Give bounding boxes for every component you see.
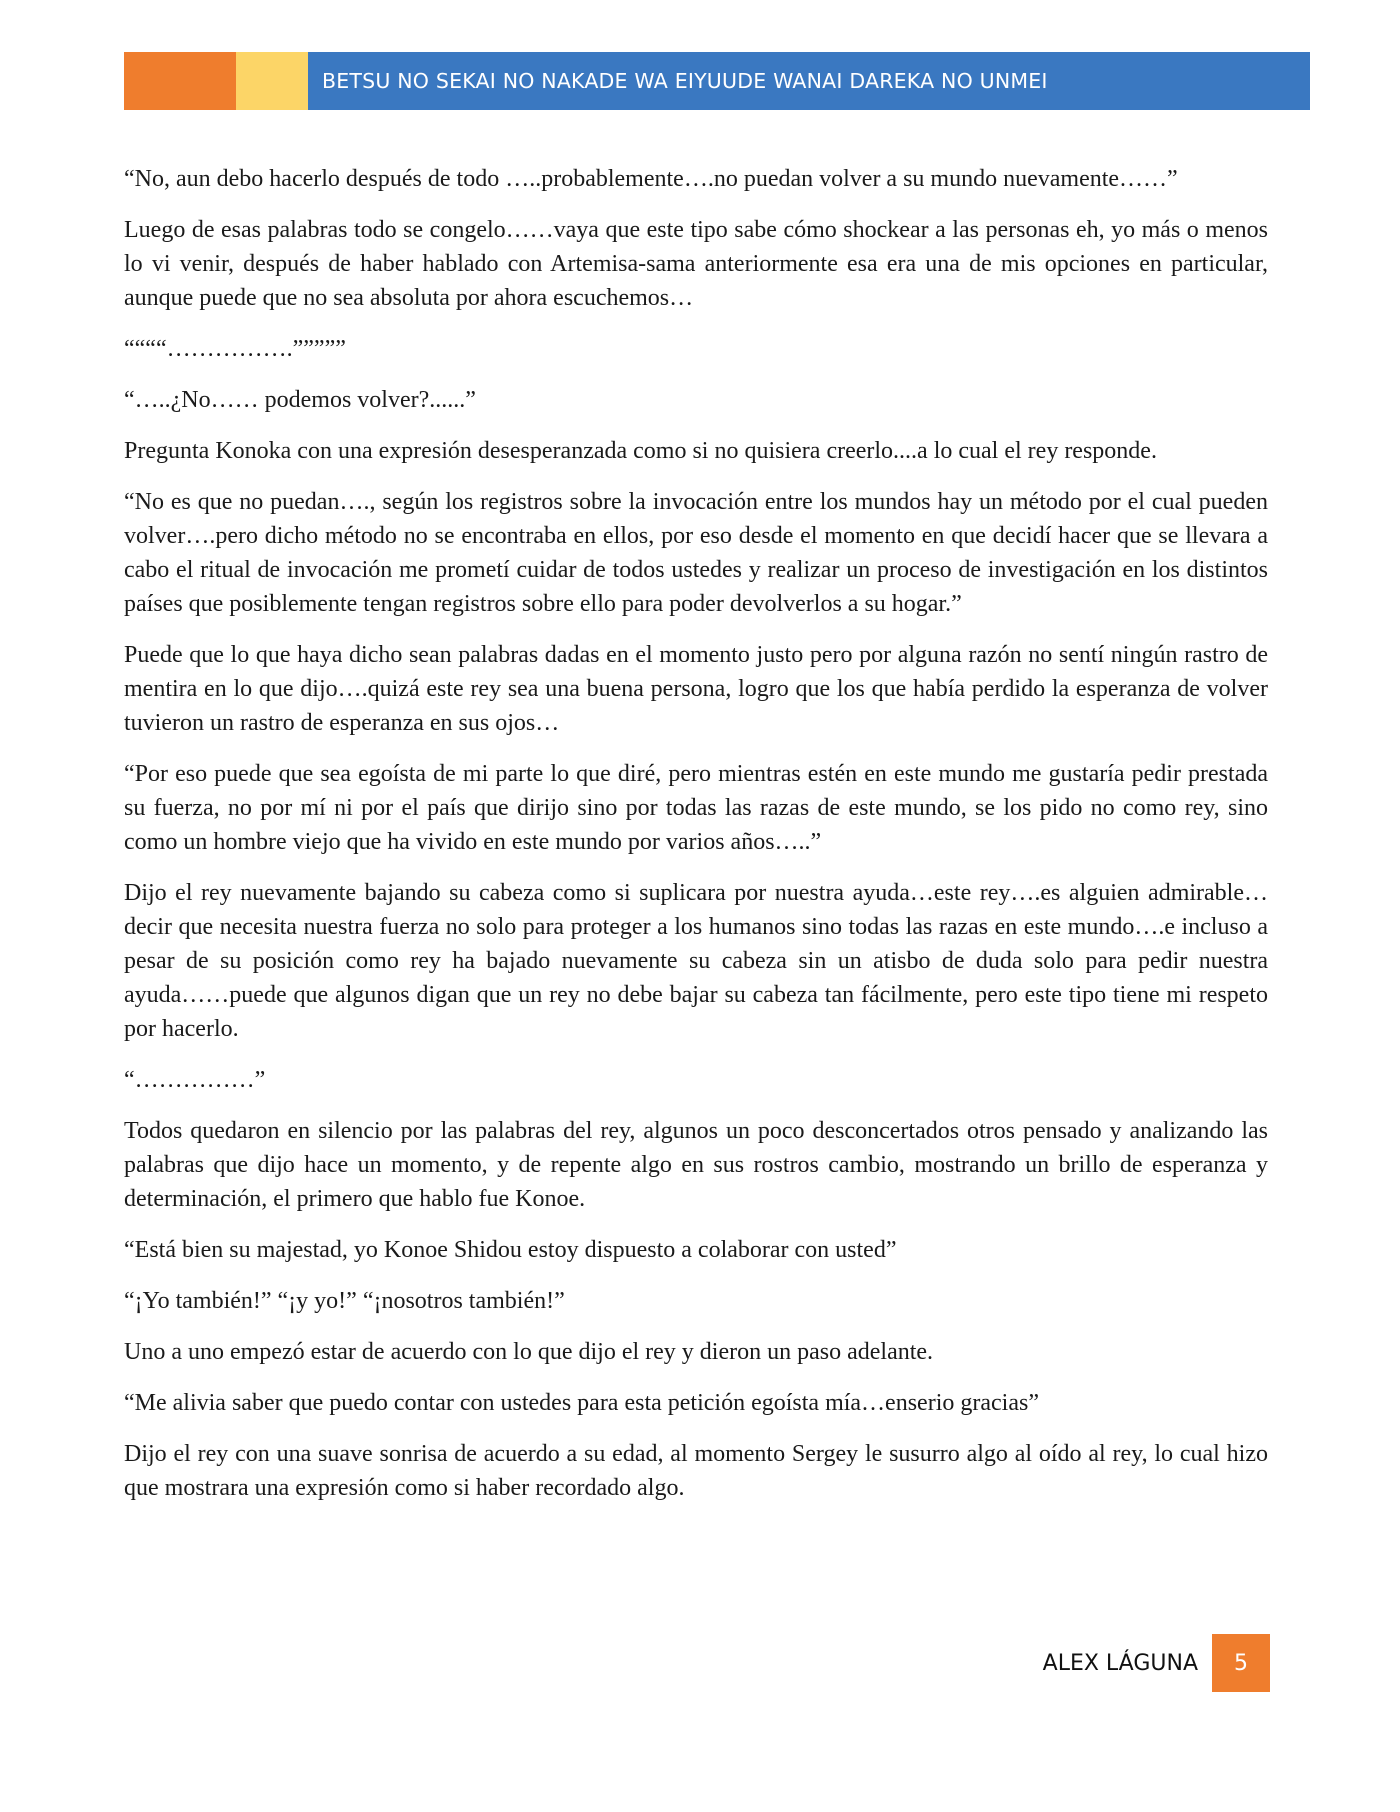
- paragraph: “Está bien su majestad, yo Konoe Shidou estoy dispuesto a colaborar con usted”: [124, 1237, 897, 1263]
- paragraph: Todos quedaron en silencio por las palabras del rey, algunos un poco desconcertados otros pensado y analizando las palabras que dijo hace un momento, y de repente algo en sus rostros cambio, mostrando un brillo de esperanza y determinación, el primero que hablo fue Konoe.: [124, 1118, 1268, 1212]
- header-title-bar: [308, 52, 1310, 110]
- paragraph: “No es que no puedan…., según los registros sobre la invocación entre los mundos hay un método por el cual pueden volver….pero dicho método no se encontraba en ellos, por eso desde el momento en que decidí hacer que se llevara a cabo el ritual de invocación me prometí cuidar de todos ustedes y realizar un proceso de investigación en los distintos países que posiblemente tengan registros sobre ello para poder devolverlos a su hogar.”: [124, 489, 1268, 617]
- paragraph: Luego de esas palabras todo se congelo……vaya que este tipo sabe cómo shockear a las personas eh, yo más o menos lo vi venir, después de haber hablado con Artemisa-sama anteriormente esa era una de mis opciones en particular, aunque puede que no sea absoluta por ahora escuchemos…: [124, 217, 1268, 311]
- paragraph: “Me alivia saber que puedo contar con ustedes para esta petición egoísta mía…enserio gracias”: [124, 1390, 1039, 1416]
- header-orange-block: [124, 52, 236, 110]
- paragraph: Pregunta Konoka con una expresión desesperanzada como si no quisiera creerlo....a lo cual el rey responde.: [124, 438, 1157, 464]
- paragraph: “Por eso puede que sea egoísta de mi parte lo que diré, pero mientras estén en este mundo me gustaría pedir prestada su fuerza, no por mí ni por el país que dirijo sino por todas las razas de este mundo, se los pido no como rey, sino como un hombre viejo que ha vivido en este mundo por varios años…..”: [124, 761, 1268, 855]
- paragraph: “¡Yo también!” “¡y yo!” “¡nosotros también!”: [124, 1288, 565, 1314]
- page-footer: [1040, 1634, 1270, 1692]
- header-yellow-block: [236, 52, 308, 110]
- paragraph: Uno a uno empezó estar de acuerdo con lo que dijo el rey y dieron un paso adelante.: [124, 1339, 934, 1365]
- paragraph: Dijo el rey nuevamente bajando su cabeza como si suplicara por nuestra ayuda…este rey….es alguien admirable…decir que necesita nuestra fuerza no solo para proteger a los humanos sino todas las razas en este mundo….e incluso a pesar de su posición como rey ha bajado nuevamente su cabeza sin un atisbo de duda solo para pedir nuestra ayuda……puede que algunos digan que un rey no debe bajar su cabeza tan fácilmente, pero este tipo tiene mi respeto por hacerlo.: [124, 880, 1268, 1042]
- document-body: [124, 162, 1268, 1522]
- paragraph: Puede que lo que haya dicho sean palabras dadas en el momento justo pero por alguna razón no sentí ningún rastro de mentira en lo que dijo….quizá este rey sea una buena persona, logro que los que había perdido la esperanza de volver tuvieron un rastro de esperanza en sus ojos…: [124, 642, 1268, 736]
- author-name: ALEX LÁGUNA: [1042, 1650, 1198, 1676]
- page-number: 5: [1234, 1650, 1248, 1676]
- paragraph: “……………”: [124, 1067, 266, 1093]
- paragraph: Dijo el rey con una suave sonrisa de acuerdo a su edad, al momento Sergey le susurro algo al oído al rey, lo cual hizo que mostrara una expresión como si haber recordado algo.: [124, 1441, 1268, 1501]
- paragraph: “No, aun debo hacerlo después de todo …..probablemente….no puedan volver a su mundo nuevamente……”: [124, 166, 1178, 192]
- paragraph: ““““…………….”””””: [124, 336, 346, 362]
- header-title: BETSU NO SEKAI NO NAKADE WA EIYUUDE WANAI DAREKA NO UNMEI: [322, 69, 1048, 93]
- page-header: [124, 52, 1310, 110]
- page-number-badge: [1212, 1634, 1270, 1692]
- paragraph: “…..¿No…… podemos volver?......”: [124, 387, 476, 413]
